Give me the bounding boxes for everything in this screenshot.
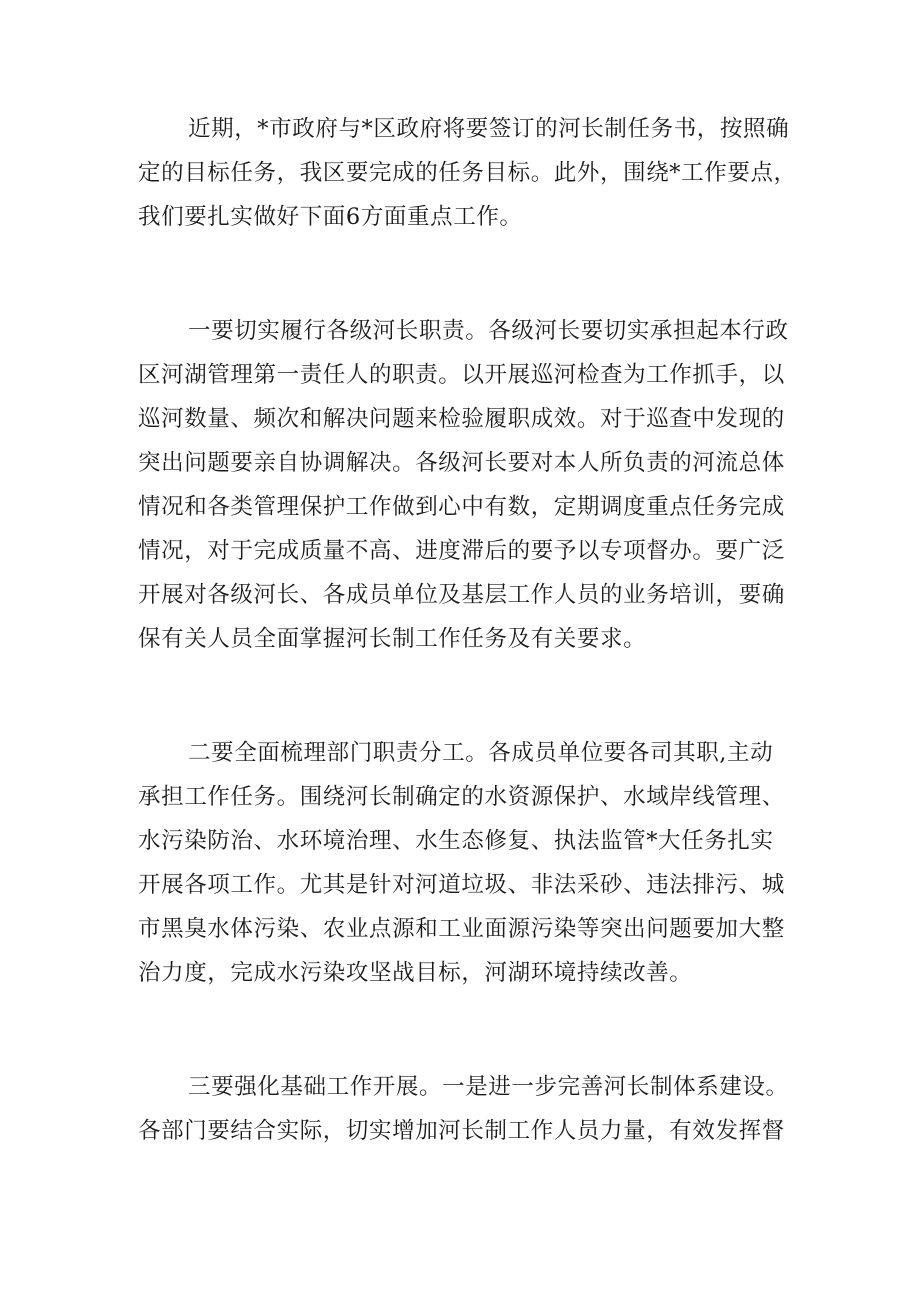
paragraph-2-line-7: 开展对各级河长、各成员单位及基层工作人员的业务培训，要确	[138, 582, 785, 608]
paragraph-3-line-6: 治力度，完成水污染攻坚战目标，河湖环境持续改善。	[138, 960, 693, 986]
paragraph-3-line-2: 承担工作任务。围绕河长制确定的水资源保护、水域岸线管理、	[138, 784, 785, 810]
paragraph-2-line-6: 情况，对于完成质量不高、进度滞后的要予以专项督办。要广泛	[138, 538, 785, 564]
paragraph-3-line-1: 二要全面梳理部门职责分工。各成员单位要各司其职,主动	[188, 740, 774, 766]
paragraph-2-line-3: 巡河数量、频次和解决问题来检验履职成效。对于巡查中发现的	[138, 406, 785, 432]
paragraph-4-line-1: 三要强化基础工作开展。一是进一步完善河长制体系建设。	[188, 1074, 789, 1100]
paragraph-2-line-1: 一要切实履行各级河长职责。各级河长要切实承担起本行政	[188, 318, 789, 344]
paragraph-1-line-1: 近期，*市政府与*区政府将要签订的河长制任务书，按照确	[188, 116, 790, 142]
paragraph-3-line-3: 水污染防治、水环境治理、水生态修复、执法监管*大任务扎实	[138, 828, 774, 854]
paragraph-1-line-2: 定的目标任务，我区要完成的任务目标。此外，围绕*工作要点，	[138, 160, 797, 186]
paragraph-2-line-8: 保有关人员全面掌握河长制工作任务及有关要求。	[138, 626, 647, 652]
paragraph-4-line-2: 各部门要结合实际，切实增加河长制工作人员力量，有效发挥督	[138, 1118, 785, 1144]
paragraph-2-line-4: 突出问题要亲自协调解决。各级河长要对本人所负责的河流总体	[138, 450, 785, 476]
paragraph-1-line-3: 我们要扎实做好下面6方面重点工作。	[138, 204, 523, 230]
paragraph-3-line-4: 开展各项工作。尤其是针对河道垃圾、非法采砂、违法排污、城	[138, 872, 785, 898]
paragraph-3-line-5: 市黑臭水体污染、农业点源和工业面源污染等突出问题要加大整	[138, 916, 785, 942]
paragraph-2-line-5: 情况和各类管理保护工作做到心中有数，定期调度重点任务完成	[138, 494, 785, 520]
paragraph-2-line-2: 区河湖管理第一责任人的职责。以开展巡河检查为工作抓手，以	[138, 362, 785, 388]
